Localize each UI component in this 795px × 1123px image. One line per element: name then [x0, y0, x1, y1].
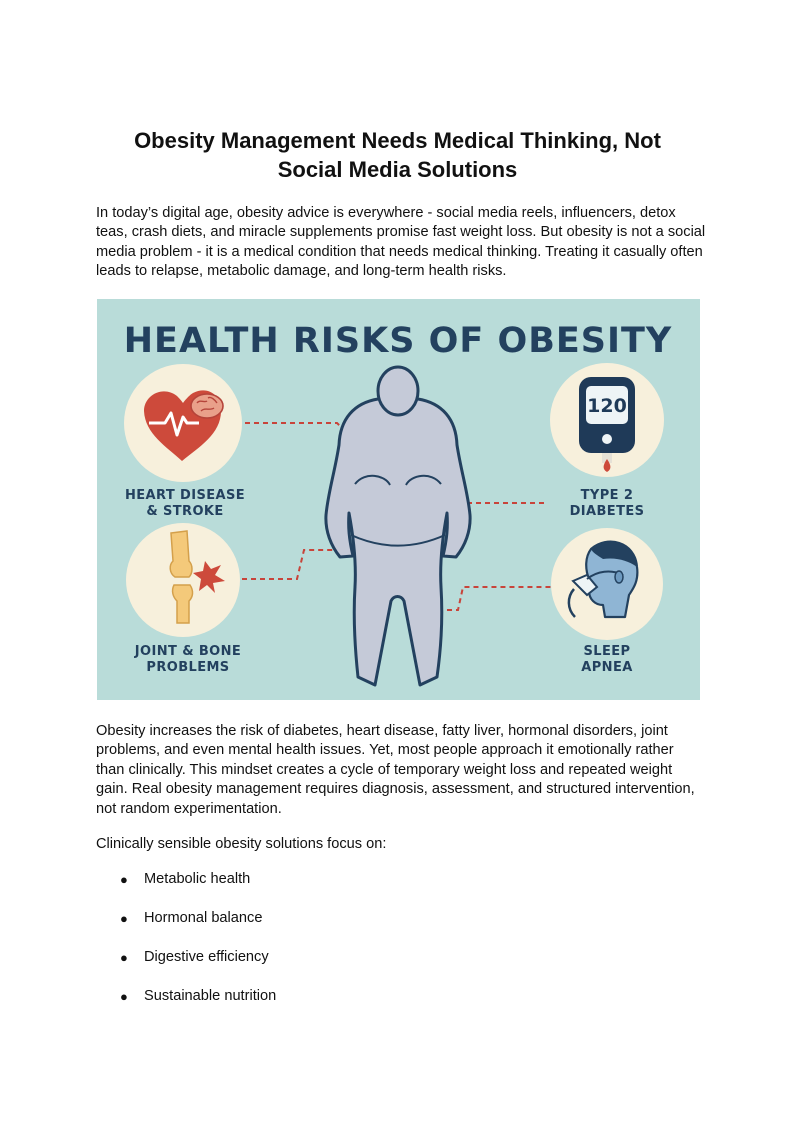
bullet-dot: ● [120, 989, 128, 1004]
list-item-text: Metabolic health [144, 871, 251, 887]
bullet-dot: ● [120, 872, 128, 887]
infographic-heading: HEALTH RISKS OF OBESITY [123, 321, 673, 361]
list-item [96, 909, 276, 948]
list-item-text: Hormonal balance [144, 910, 263, 926]
list-item [96, 948, 276, 987]
heart-label-line-2: & STROKE [146, 504, 224, 519]
list-item-text: Sustainable nutrition [144, 988, 277, 1004]
bullet-dot: ● [120, 911, 128, 926]
list-item [96, 870, 276, 909]
meter-reading: 120 [587, 395, 627, 417]
diabetes-label-line-2: DIABETES [569, 504, 645, 519]
intro-paragraph: In today’s digital age, obesity advice is everywhere - social media reels, influencers, detox teas, crash diets, and miracle supplements promise fast weight loss. But obesity is not a social media problem - it is a medical condition that needs medical thinking. Treating it casually often leads to relapse, metabolic damage, and long-term health risks. [96, 205, 706, 280]
list-item [96, 987, 276, 1026]
risk-paragraph: Obesity increases the risk of diabetes, heart disease, fatty liver, hormonal disorders, joint problems, and even mental health issues. Yet, most people approach it emotionally rather than clinically. This mindset creates a cycle of temporary weight loss and repeated weight gain. Real obesity management requires diagnosis, assessment, and structured intervention, not random experimentation. [96, 723, 695, 817]
list-lead-text: Clinically sensible obesity solutions focus on: [96, 836, 387, 852]
joint-label-line-2: PROBLEMS [146, 660, 230, 675]
apnea-label-line-2: APNEA [581, 660, 633, 675]
list-item-text: Digestive efficiency [144, 949, 269, 965]
infographic-canvas [97, 299, 700, 700]
title-line-2: Social Media Solutions [277, 157, 518, 182]
joint-label-line-1: JOINT & BONE [134, 644, 242, 659]
health-risks-infographic [97, 299, 700, 700]
bullet-dot: ● [120, 950, 128, 965]
heart-label-line-1: HEART DISEASE [124, 488, 246, 503]
title-line-1: Obesity Management Needs Medical Thinking, Not [134, 128, 661, 153]
solutions-list [96, 870, 276, 1026]
apnea-label-line-1: SLEEP [583, 644, 631, 659]
article-title [96, 126, 699, 184]
diabetes-label-line-1: TYPE 2 [580, 488, 634, 503]
